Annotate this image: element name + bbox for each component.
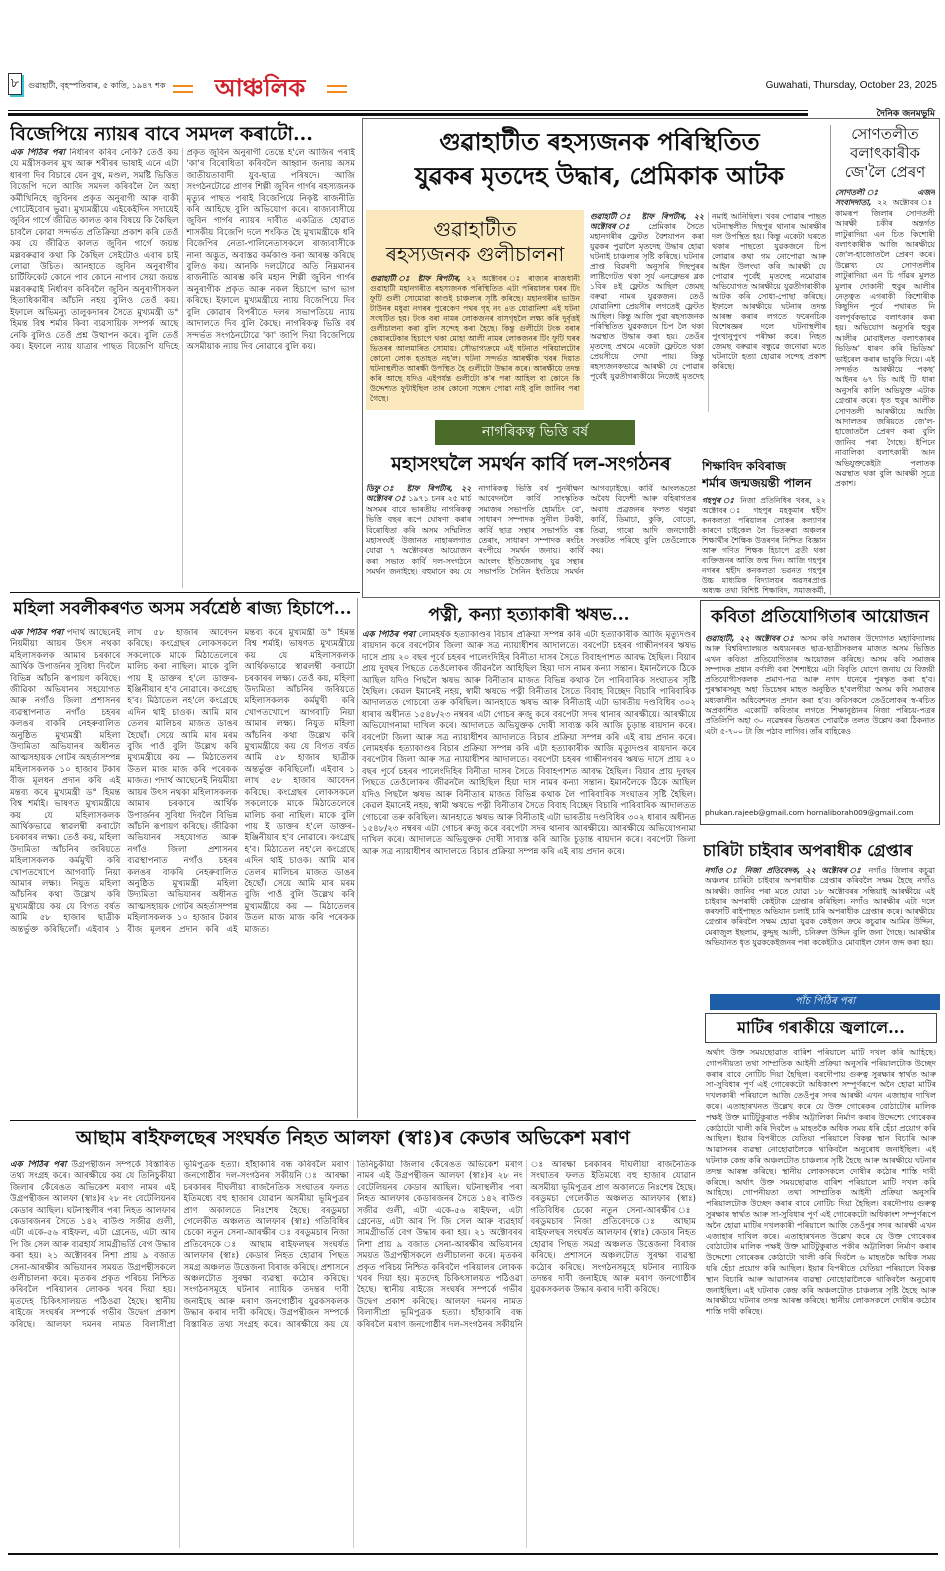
article-body: অসম কবি সমাজৰ উদ্যোগত মহাবিদ্যালয় আৰু বিশ্ববিদ্যালয়ত অধ্যয়নৰত ছাত্ৰ-ছাত্ৰীসকলৰ মাজত অসম ভিত্তিত এখন কবিতা প্ৰতিযোগিতাৰ আয়োজন কৰিছে। অসম কবি সমাজৰ সম্পাদক প্ৰধান বৰ্ণালী বৰা শৈশাইয়ে এটা বিবৃতি যোগে জনায় যে বিজয়ী প্ৰতিযোগীসকলক প্ৰমাণ-পত্ৰ আৰু নগদ ধনেৰে পুৰস্কৃত কৰা হ'ব। পুৰস্কাৰসমূহ অহা ডিচেম্বৰ মাহত অনুষ্ঠিত হ'বলগীয়া অসম কবি সমাজৰ মধ্যকালীন অধিবেশনত প্ৰদান কৰা হ'ব। কবিসকলে তেওঁলোকৰ স্ব-ৰচিত অপ্ৰকাশিত একোটি কবিতাৰ লগতে শিক্ষানুষ্ঠানৰ নিজা পৰিচয়-পত্ৰৰ প্ৰতিলিপি অহা ৩০ নৱেম্বৰৰ ভিতৰত পোৱাকৈ তলত উল্লেখ কৰা ঠিকনাত এটা ৫-৭০০ টা জি পঠাব লাগিব। তাঁৰ বাহিৰেও xyxy=(705,634,935,736)
headline-shooting-1: গুৱাহাটীত xyxy=(433,217,517,241)
article-kobita xyxy=(705,634,935,806)
headline-alfa: আছাম ৰাইফলছেৰ সংঘৰ্ষত নিহত আলফা (স্বাঃ)ৰ কেডাৰ অভিকেশ মৰাণ xyxy=(75,1127,631,1149)
header-date-local: গুৱাহাটী, বৃহস্পতিবাৰ, ৫ কাতি, ১৯৪৭ শক xyxy=(28,81,166,90)
article-body: উগ্ৰপন্থীজন সম্পৰ্কে বিস্তাৰিত তথ্য সংগ্ৰহ কৰে। আৰক্ষীয়ে কয় যে তিনিচুকীয়া জিলাৰ কেঁৰেঙত অভিকেশ মৰাণ নামৰ এই উগ্ৰপন্থীজন আলফা (স্বাঃ)ৰ ২৮ নং বেটেলিয়নৰ কেডাৰ আছিল। ঘটনাস্থলীৰ পৰা নিহত আলফাৰ কেডাৰজনৰ সৈতে ১৪২ ৰাউণ্ড সজীৱ গুলী, এটা একে-৫৬ ৰাইফল, এটা গ্ৰেনেড, এটা আৰ পি জি সেল আৰু ব্যৱহাৰ্য সামগ্ৰীভৰ্তি বেগ উদ্ধাৰ কৰা হয়। ২১ অক্টোবৰৰ নিশা প্ৰায় ৯ বজাত সেনা-আৰক্ষীৰ অভিযানৰ সময়ত উগ্ৰপন্থীসকলে গুলীচালনা কৰে। মৃতকৰ প্ৰকৃত পৰিচয় নিশ্চিত কৰিবলৈ পৰিয়ালৰ লোকক খবৰ দিয়া হয়। মৃতদেহ চিকিৎসালয়ত পঠিওৱা হৈছে। স্থানীয় ৰাইজে সংঘৰ্ষৰ সম্পৰ্কে গভীৰ উদ্বেগ প্ৰকাশ কৰিছে। আলফা দমনৰ নামত বিলাসীপ্ৰা ভূমিপুত্ৰক হত্যা। হাঁহাকাৰি বন্ধ কৰিবলৈ মৰাণ জনগোষ্ঠীৰ দল-সংগঠনৰ সকীয়নি ঃ আৰক্ষা চৰকাৰৰ দীঘলীয়া ৰাজনৈতিক সংঘাতৰ ফলত ইতিমধ্যে বহু হাজাৰ যোৱান অসমীয়া ভূমিপুত্ৰৰ প্ৰাণ অকালতে নিঃশেষ হৈছে। বৰডুমচা গেলেকীত অঞ্চলত আলফাৰ (স্বাঃ) গতিবিধিৰ চেকো নতুন সেনা-আৰক্ষীৰ ঃ বৰডুমচাৰ নিজা প্ৰতিবেদকে ঃ আছাম ৰাইফলছৰ সংঘৰ্ষত আলফাৰ (স্বাঃ) কেডাৰ নিহত হোৱাৰ পিছত সমগ্ৰ অঞ্চলত উত্তেজনা বিৰাজ কৰিছে। প্ৰশাসনে অঞ্চলটোত সুৰক্ষা ব্যৱস্থা কঠোৰ কৰিছে। সংগঠনসমূহে ঘটনাৰ ন্যায়িক তদন্তৰ দাবী জনাইছে আৰু মৰাণ জনগোষ্ঠীৰ যুৱকসকলক উদ্ধাৰ কৰাৰ দাবী কৰিছে। xyxy=(183,1160,696,1330)
banner-citizenship: নাগৰিকত্ব ভিত্তি বৰ্ষ xyxy=(435,420,635,445)
dateline: এক পিঠিৰ পৰা xyxy=(10,148,66,158)
article-body: প্ৰেমিকাৰ সৈতে মহানগৰীৰ ফ্লেটত বৈশযাপন কৰা যুৱকৰ পুৱালৈ মৃতদেহ উদ্ধাৰ হোৱা ঘটনাই চাঞ্চল্যৰ সৃষ্টি কৰিছে। ঘটনাৰ প্ৰাপ্ত বিৱৰণী অনুসৰি দিছপুৰৰ লাষ্টিগেটত থকা সূৰ্য এনক্লেভৰ ব্লক ১বিৰ ৪ই ফ্লেটত আছিল জেমছ বৰুৱা নামৰ যুৱকজন। তেওঁ যোৱানিশা প্ৰেয়সীৰ লগতেই ফ্লেটত আছিল। কিন্তু আজি পুৱা ৰহস্যজনক পৰিস্থিতিত যুৱকজনে চিপ লৈ থকা অৱস্থাত উদ্ধাৰ কৰা হয়। তেওঁৰ মৃতদেহ প্ৰথমে একেটা ফ্লেটতে থকা প্ৰেয়সীয়ে দেখা পায়। কিন্তু ৰহস্যজনকভাৱে আৰক্ষী যে পোৱাৰ পূৰ্বেই যুৱতীগৰাকীয়ে নিজেই মৃতদেহ নমাই আনিছিল। খবৰ পোৱাৰ পাছত ঘটনাস্থলীত দিছপুৰ থানাৰ আৰক্ষীৰ দল উপস্থিত হয়। কিন্তু একেটা ঘৰতে থকাৰ পাছতো যুৱকজনে চিপ লোৱাৰ কথা গম নোপোৱা আৰু আইন উলংঘা কৰি আৰক্ষী যে পোৱাৰ পূৰ্বেই মৃতদেহ নমোৱাৰ অভিযোগত আৰক্ষীয়ে যুৱতীগৰাকীক আটক কৰি সোধা-পোছা কৰিছে। ইফালে আৰক্ষীয়ে ঘটনাৰ তদন্ত আৰম্ভ কৰাৰ লগতে ফৰেনচিক বিশেষজ্ঞৰ দলে ঘটনাস্থলীৰ পুংখানুপুংখ পৰীক্ষা কৰে। নিহত জেমছ বৰুৱাৰ বন্ধুৱে জনোৱা মতে ঘটনাটো হত্যা হোৱাৰ সন্দেহ প্ৰকাশ কৰিছে। xyxy=(590,212,826,381)
article-body: উগ্ৰপন্থীজন সম্পৰ্কে বিস্তাৰিত তথ্য সংগ্ৰহ কৰে। আৰক্ষীয়ে কয় যে তিনিচুকীয়া জিলাৰ কেঁৰেঙত অভিকেশ মৰাণ নামৰ এই উগ্ৰপন্থীজন আলফা (স্বাঃ)ৰ ২৮ নং বেটেলিয়নৰ কেডাৰ আছিল। ঘটনাস্থলীৰ পৰা নিহত আলফাৰ কেডাৰজনৰ সৈতে ১৪২ ৰাউণ্ড সজীৱ গুলী, এটা একে-৫৬ ৰাইফল, এটা গ্ৰেনেড, এটা আৰ পি জি সেল আৰু ব্যৱহাৰ্য সামগ্ৰীভৰ্তি বেগ উদ্ধাৰ কৰা হয়। ২১ অক্টোবৰৰ নিশা প্ৰায় ৯ বজাত সেনা-আৰক্ষীৰ অভিযানৰ সময়ত উগ্ৰপন্থীসকলে গুলীচালনা কৰে। মৃতকৰ প্ৰকৃত পৰিচয় নিশ্চিত কৰিবলৈ পৰিয়ালৰ লোকক খবৰ দিয়া হয়। মৃতদেহ চিকিৎসালয়ত পঠিওৱা হৈছে। স্থানীয় ৰাইজে সংঘৰ্ষৰ সম্পৰ্কে গভীৰ উদ্বেগ প্ৰকাশ কৰিছে। আলফা দমনৰ নামত বিলাসীপ্ৰা ভূমিপুত্ৰক হত্যা। হাঁহাকাৰি বন্ধ কৰিবলৈ মৰাণ জনগোষ্ঠীৰ দল-সংগঠনৰ সকীয়নি ঃ আৰক্ষা চৰকাৰৰ দীঘলীয়া ৰাজনৈতিক সংঘাতৰ ফলত ইতিমধ্যে বহু হাজাৰ যোৱান অসমীয়া ভূমিপুত্ৰৰ প্ৰাণ অকালতে নিঃশেষ হৈছে। বৰডুমচা গেলেকীত অঞ্চলত আলফাৰ (স্বাঃ) গতিবিধিৰ চেকো নতুন সেনা-আৰক্ষীৰ ঃ বৰডুমচাৰ নিজা প্ৰতিবেদকে ঃ আছাম ৰাইফলছৰ সংঘৰ্ষত আলফাৰ (স্বাঃ) কেডাৰ নিহত হোৱাৰ পিছত সমগ্ৰ অঞ্চলত উত্তেজনা বিৰাজ কৰিছে। প্ৰশাসনে অঞ্চলটোত সুৰক্ষা ব্যৱস্থা কঠোৰ কৰিছে। সংগঠনসমূহে ঘটনাৰ ন্যায়িক তদন্তৰ দাবী জনাইছে আৰু মৰাণ জনগোষ্ঠীৰ যুৱকসকলক উদ্ধাৰ কৰাৰ দাবী কৰিছে। xyxy=(10,1160,350,1330)
headline-cyber: চাৰিটা চাইবাৰ অপৰাধীক গ্ৰেপ্তাৰ xyxy=(703,841,913,860)
masthead-logo xyxy=(195,70,325,106)
article-cyber xyxy=(705,866,935,986)
article-body: পদাৰ্থ আছেনেই নিয়মীয়া আয়ৰ উৎস নথকা মহিলাসকলক আমাৰ চৰকাৰে আৰ্থিক উপাৰ্জনৰ সুবিধা দিবলৈ বিভিন্ন আঁচনি ৰূপায়ণ কৰিছে। জীৱিকা অভিযানৰ সহযোগত আৰু নগাঁও জিলা প্ৰশাসনৰ ব্যৱস্থাপনাত নগাঁও চহৰৰ কলঙৰ বাকৰি নেহৰুবালিত অনুষ্ঠিত মুখ্যমন্ত্ৰী মহিলা উদ্যমিতা অভিযানৰ অধীনত আত্মসহায়ক গোটৰ অহৰ্তাসম্পন্ন মহিলাসকলক ১০ হাজাৰ টকাৰ বীজ মূলধন প্ৰদান কৰি এই মন্তব্য কৰে মুখ্যমন্ত্ৰী ড° হিমন্ত বিশ্ব শৰ্মাই। ভাষণত মুখ্যমন্ত্ৰীয়ে কয় যে মহিলাসকলক আৰ্থিকভাৱে স্বাৱলম্বী কৰাটো চৰকাৰৰ লক্ষ্য। তেওঁ কয়, মহিলা উদ্যমিতা আঁচনিৰ জৰিয়তে মহিলাসকলক কৰ্মমুখী কৰি খোপতখোপে আগবাঢ়ি নিয়া আমাৰ লক্ষ্য। নিযুত মহিলা আঁচনিৰ কথা উল্লেখ কৰি মুখ্যমন্ত্ৰীয়ে কয় যে বিগত বৰ্ষত আমি ৫৮ হাজাৰ ছাত্ৰীক অন্তৰ্ভুক্ত কৰিছিলোঁ। এইবাৰ ১ লাখ ৫৮ হাজাৰ আবেদন কৰিছে। কংগ্ৰেছৰ লোকসকলে সকলোকে মাকে মিঠাতেলেৰে মালিচ কৰা নাছিল। মাকে বুলি পায় ই ডাক্তৰ হ'লে ডাক্তৰ-ইঞ্জিনীয়াৰ হ'ব নোৱাৰে। কংগ্ৰেছ হ'ব। মিঠাতেল নহ'লে কংগ্ৰেছে এদিন থাই চাওক। আমি মাৰ তেলৰ মালিচৰ মাজত ডাঙৰ হৈছোঁ। সেয়ে আমি মাৰ মৰম বুজি পাওঁ বুলি উল্লেখ কৰি মুখ্যমন্ত্ৰীয়ে কয় — মিঠাতেলৰ উতল মাজ মাজ কৰি পৰেকক মাজত। xyxy=(10,628,238,935)
article-body: ১৯৭১ চনৰ ২৫ মাৰ্চ অসমৰ বাবে ভাৰতীয় নাগৰিকত্ব ভিত্তি বছৰ ৰূপে ঘোষণা কৰাৰ বিৰোধিতা কৰি অসম সম্মিলিত মহাসংঘই উজানত নাহাৰলগাত যোৱা ৭ অক্টোবৰত আয়োজন কৰা সভাত কাৰ্বি দল-সংগঠনে সমৰ্থন জনাইছে। বহুমানে কয় যে নাগৰিকত্ব ভিত্তি বৰ্ষ পুনৰীক্ষণ আবেদনলৈ কাৰ্বি সাংস্কৃতিক সমাজৰ সভাপতি হোমচিং বে', সাধাৰণ সম্পাদক সুনীল টকবী, কাৰ্বি ছাত্ৰ সন্থাৰ সভাপতি বঙ্ক তেৰাং, সাধাৰণ সম্পাদক ৰংচিং ৰংপীয়ে সমৰ্থন জনায়। কাৰ্বি আংলং ইণ্ডিজেনাছ যুৱ সন্থাৰ সভাপতি সৈনিন ইংতিয়ে সমৰ্থন আগবঢ়াইছে। কাৰ্বি আংলঙতো অবৈধ বিদেশী আৰু বহিৰাগতৰ অবাধ প্ৰব্ৰজনৰ ফলত থলুৱা কাৰ্বি, ডিমাচা, কুকি, বোড়ো, তিৱা, গাৰো আদি জনগোষ্ঠী সংকটত পৰিছে বুলি তেওঁলোকে কয়। xyxy=(366,484,696,577)
article-mati xyxy=(706,1048,936,1546)
dateline: গুৱাহাটী, ২২ অক্টোবৰ ঃ xyxy=(705,634,796,643)
headline-kobita: কবিতা প্ৰতিযোগিতাৰ আয়োজন xyxy=(711,607,929,627)
article-body: অৰ্থাৎ উক্ত সময়ছোৱাত বাৰিশ পৰিয়ালে মাটি দখল কৰি আহিছে। গোপনীয়তা তথা সাম্প্ৰতিক আইনী প্ৰক্ৰিয়া অনুসৰি পৰিয়ালটোক উচ্ছেদ কৰাৰ বাবে নোটিচ দিয়া হৈছিল। বৰদৌপায় গুৰুত্ব সুৰক্ষাৰ স্বাৰ্থত আৰু সা-সুবিধাৰ পূৰ্ণ এই গোৰেকটো অধিকাংশ সম্পূৰ্ণৰূপে অনৈ হোৱা মাটিৰ দখলকাৰী পৰিয়ালে আজি তেওঁপুৰ সদৰ আৰক্ষী এখন এজাহাৰ দাখিল কৰে। এতাহাৰখনত উল্লেখ কৰে যে উক্ত গোৰেকৰ বোঠাটোৰ মালিক পক্ষই উক্ত মাটিটুকুৰাত পকীৰ অট্টালিকা নিৰ্মাণ কৰাৰ উদ্দেশ্যে গোৰেকৰ কোঠাটো খালী কৰি দিবলৈ ৬ মাহতকৈ অধিক সময় ধৰি হেঁচা প্ৰয়োগ কৰি আছিল। ইয়াৰ বিপৰীতে যেতিয়া পৰিয়ালে বিকল্প স্থান বিচাৰি আৰু আৱাসনৰ ব্যৱস্থা নোহোৱালৈকে থাকিবলৈ অনুৰোধ জনাইছিল। এই ঘটনাক কেন্দ্ৰ কৰি অঞ্চলটোত চাঞ্চল্যৰ সৃষ্টি হৈছে আৰু আৰক্ষীয়ে ঘটনাৰ তদন্ত আৰম্ভ কৰিছে। স্থানীয় লোকসকলে দোষীৰ কঠোৰ শাস্তি দাবী কৰিছে। xyxy=(706,1048,936,1187)
article-bjp xyxy=(10,148,355,588)
article-guwahati xyxy=(590,212,826,412)
headline-shooting-2: ৰহস্যজনক গুলীচালনা xyxy=(385,242,565,266)
headline-mati: মাটিৰ গৰাকীয়ে জ্বলালে... xyxy=(705,1013,937,1043)
logo-text: আঞ্চলিক xyxy=(214,73,306,102)
headline-kabiraj-2: শৰ্মাৰ জন্মজয়ন্তী পালন xyxy=(702,476,812,490)
article-body: নগাঁও জিলাৰ কচুৱা অঞ্চলৰ চাৰিটা চাইবাৰ অপৰাধীক গ্ৰেপ্তাৰ কৰিবলৈ সক্ষম হৈছে নগাঁও আৰক্ষী। জানিব পৰা মতে যোৱা ১৮ অক্টোবৰৰ সন্ধিয়াই আৰক্ষীয়ে এই চাইবাৰ অপৰাধী কেইটাক গ্ৰেপ্তাৰ কৰিছিল। নগাঁও আৰক্ষীৰ এটা দলে কৰফাটি ৰাইপাছত অভিযান চলাই চাৰি অপৰাধীক গ্ৰেপ্তাৰ কৰে। আৰক্ষীয়ে গ্ৰেপ্তাৰ কৰিবলৈ সক্ষম হোৱা যুৱক কেইজন ক্ৰমে কচুৱাৰ আমিৰ উদ্দিন, মেৰাজুল ইছলাম, কুদ্দুছ আলী, চনিৰুল উদ্দিন বুলি জনা গৈছে। আৰক্ষীৰ অভিযানত ধৃত যুৱককেইজনৰ পৰা ককেইটাও মোবাইল ফোন জব্দ কৰা হয়। xyxy=(705,866,935,948)
page-number-box: ৮ xyxy=(8,73,22,95)
dateline: এক পিঠিৰ পৰা xyxy=(10,1160,67,1170)
dateline: সোণতলী ঃ এজন সংবাদদাতা, xyxy=(835,188,935,208)
article-shooting xyxy=(370,274,580,406)
article-body: পদাৰ্থ আছেনেই নিয়মীয়া আয়ৰ উৎস নথকা মহিলাসকলক আমাৰ চৰকাৰে আৰ্থিক উপাৰ্জনৰ সুবিধা দিবলৈ বিভিন্ন আঁচনি ৰূপায়ণ কৰিছে। জীৱিকা অভিযানৰ সহযোগত আৰু নগাঁও জিলা প্ৰশাসনৰ ব্যৱস্থাপনাত নগাঁও চহৰৰ কলঙৰ বাকৰি নেহৰুবালিত অনুষ্ঠিত মুখ্যমন্ত্ৰী মহিলা উদ্যমিতা অভিযানৰ অধীনত আত্মসহায়ক গোটৰ অহৰ্তাসম্পন্ন মহিলাসকলক ১০ হাজাৰ টকাৰ বীজ মূলধন প্ৰদান কৰি এই মন্তব্য কৰে মুখ্যমন্ত্ৰী ড° হিমন্ত বিশ্ব শৰ্মাই। ভাষণত মুখ্যমন্ত্ৰীয়ে কয় যে মহিলাসকলক আৰ্থিকভাৱে স্বাৱলম্বী কৰাটো চৰকাৰৰ লক্ষ্য। তেওঁ কয়, মহিলা উদ্যমিতা আঁচনিৰ জৰিয়তে মহিলাসকলক কৰ্মমুখী কৰি খোপতখোপে আগবাঢ়ি নিয়া আমাৰ লক্ষ্য। নিযুত মহিলা আঁচনিৰ কথা উল্লেখ কৰি মুখ্যমন্ত্ৰীয়ে কয় যে বিগত বৰ্ষত আমি ৫৮ হাজাৰ ছাত্ৰীক অন্তৰ্ভুক্ত কৰিছিলোঁ। এইবাৰ ১ লাখ ৫৮ হাজাৰ আবেদন কৰিছে। কংগ্ৰেছৰ লোকসকলে সকলোকে মাকে মিঠাতেলেৰে মালিচ কৰা নাছিল। মাকে বুলি পায় ই ডাক্তৰ হ'লে ডাক্তৰ-ইঞ্জিনীয়াৰ হ'ব নোৱাৰে। কংগ্ৰেছ হ'ব। মিঠাতেল নহ'লে কংগ্ৰেছে এদিন থাই চাওক। আমি মাৰ তেলৰ মালিচৰ মাজত ডাঙৰ হৈছোঁ। সেয়ে আমি মাৰ মৰম বুজি পাওঁ বুলি উল্লেখ কৰি মুখ্যমন্ত্ৰীয়ে কয় — মিঠাতেলৰ উতল মাজ মাজ কৰি পৰেকক মাজত। xyxy=(127,628,355,935)
article-body: নিজা প্ৰতিনিধিৰ খবৰ, ২২ অক্টোবৰ ঃ গহপুৰ মহকুমাৰ শ্বহীদ কনকলতা পৰিয়ালৰ লোকৰ কল্যাণৰ কাৰণে চাইকেল লৈ ভিতৰুৱা অঞ্চলৰ শিক্ষাৰ্থীৰ শৈক্ষিক উত্তৰণৰ নিশ্চিত বিজ্ঞান আৰু গণিত শিক্ষক হিচাপে ব্ৰতী থকা ব্যক্তিজনৰ আজি জন্ম দিন। আজি গহপুৰ নগৰৰ শ্বহীদ কনকলতা ভৱনত গহপুৰ উচ্চ মাধ্যমিক বিদ্যালয়ৰ অৱসৰপ্ৰাপ্ত অধ্যক্ষ তথা বিশিষ্ট শিক্ষাবিদ, সমাজকৰ্মী, xyxy=(702,496,826,594)
headline-kabiraj-1: শিক্ষাবিদ কবিৰাজ xyxy=(702,459,786,473)
article-body: ২২ অক্টোবৰ ঃ ৰাজ্যৰ ৰাজধানী গুৱাহাটী মহানগৰীত ৰহস্যজনক পৰিস্থিতিত এটা পৰিয়ালৰ ঘৰৰ টিং ফুটি গুলী সোমোৱা কাণ্ডই চাঞ্চল্যৰ সৃষ্টি কৰিছে। মহানগৰীৰ ভাউন টাউনৰ মধুৱা নগৰৰ পুৰেকেণ পথৰ গৃহ নং ৪ত যোৱানিশা এই ঘটনা সংঘটিত হয়। টংক বৰা নামৰ লোকজনৰ বাসগৃহলৈ লক্ষ্য কৰি দুৰ্বৃত্তই গুলীচালনা কৰা বুলি সন্দেহ কৰা হৈছে। কিন্তু গুলীটো টংক বৰাৰ কেয়াৰটেকাৰ হিচাপে থকা মোহা আলী নামৰ লোকজনৰ টিং ফুটি ঘৰৰ ভিতৰৰ আলমাৰিত সোমায়। সৌভাগ্যক্ৰমে এই ঘটনাত পৰিয়ালটোৰ কোনো লোক হতাহত নহ'ল। ঘটনা সন্দৰ্ভত আৰক্ষীক খবৰ দিয়াত ঘটনাস্থলীত আৰক্ষী উপস্থিত হৈ গুলীটো উদ্ধাৰ কৰে। আৰক্ষীয়ে তদন্ত কৰি আছে যদিও এইপৰ্যন্ত গুলীটো ক'ৰ পৰা আহিল বা কোনে কি উদ্দেশ্যত ফুটাইছিল তাৰ কোনো সন্ধেদ পোৱা নাই বুলি জানিব পৰা গৈছে। xyxy=(370,274,580,403)
headline-karbi: মহাসংঘলৈ সমৰ্থন কাৰ্বি দল-সংগঠনৰ xyxy=(391,453,671,475)
article-sonapur xyxy=(835,188,935,593)
headline-sonapur: সোণতলীত বলাৎকাৰীক জে'লৈ প্ৰেৰণ xyxy=(844,125,926,181)
headline-bjp: বিজেপিয়ে ন্যায়ৰ বাবে সমদল কৰাটো... xyxy=(10,123,313,145)
article-body: লোমহৰ্ষক হত্যাকাণ্ডৰ বিচাৰ প্ৰক্ৰিয়া সম্পন্ন কৰি এটা হত্যাকাৰীক আজি মৃত্যুদণ্ডৰ ৰায়দান কৰে বৰপেটাৰ জিলা আৰু সত্ৰ ন্যায়াধীশৰ আদালতে। বৰপেটা চহৰৰ গান্ধীনগৰৰ ঋষভ দাসে প্ৰায় ২০ বছৰ পূৰ্বে চহৰৰ পালেংদিহিৰ বিনীতা দাসৰ সৈতে বিবাহপাশত আবদ্ধ হৈছিল। বিয়াৰ প্ৰায় দুবছৰ পিছতে তেওঁলোকৰ জীৱনলৈ আহিছিল হিয়া দাস নামৰ কন্যা সন্তান। ইমানলৈকে ঠিকে আছিল যদিও পিছলৈ ঋষভ আৰু বিনীতাৰ মাজত বিভিন্ন কথাক লৈ পাৰিবাৰিক সংঘাতৰ সৃষ্টি হৈছিল। কেৱল ইমানেই নহয়, স্বামী ঋষভে পত্নী বিনীতাৰ সৈতে বিবাহ বিচ্ছেদ বিচাৰি পাৰিবাৰিক আদালতত গোচৰো তৰু কৰিছিল। আনহাতে ঋষভ আৰু বিনীতাই এটা ভাৰতীয় দণ্ডবিধিৰ ৩০২ ধাৰাৰ অধীনত ১৫৪৮/২৩ নম্বৰৰ এটা গোচৰ ৰুজু কৰে বৰপেটা সদৰ থানাৰ আৰক্ষীয়ে। আৰক্ষীয়ে অভিযোগনামা দাখিল কৰে। আদালতে অভিযুক্তক দোষী সাব্যস্ত কৰি আজি চূড়ান্ত ৰায়দান কৰে। বৰপেটা জিলা আৰু সত্ৰ ন্যায়াধীশৰ আদালতে বিচাৰ প্ৰক্ৰিয়া সম্পন্ন কৰি এই ৰায় প্ৰদান কৰে। xyxy=(362,630,696,743)
headline-rishabh: পত্নী, কন্যা হত্যাকাৰী ঋষভ... xyxy=(428,605,630,625)
dateline: এক পিঠিৰ পৰা xyxy=(10,628,64,638)
headline-guwahati-1: গুৱাহাটীত ৰহস্যজনক পৰিস্থিতিত xyxy=(439,127,760,156)
article-mahila xyxy=(10,628,355,1118)
article-body: নিৰ্ধাৰণ কৰিব নেকি? তেওঁ কয় যে মন্ত্ৰীসকলৰ মুখ আৰু শৰীৰৰ ভাষাই এনে এটা ধাৰণা দিব বিচাৰে যেন বুথ, মণ্ডল, সমষ্টি ভিত্তিত বিজেপি দলে আজি সমদল কৰিবলৈ লৈ অহা কৰ্মীখিনিহে জুবিনৰ প্ৰকৃত অনুৰাগী আৰু বাকী গোটেইবোৰ ভুৱা। মুখ্যমন্ত্ৰীয়ে এইকেইদিন সদায়েই জুবিন গাৰ্গে জীৱিত কালত কাৰ বিষয়ে কি কৈছিল চাবলৈ কোৱা সন্দৰ্ভত প্ৰতিক্ৰিয়া প্ৰকাশ কৰি তেওঁ কয় যে জীৱিত কালত জুবিন গাৰ্গে জয়ন্ত মল্লবৰুৱাৰ কথা কি কৈছিল সেইটোও এবাৰ চাই লোৱা উচিত। আনহাতে জুবিন অনুৰাগীৰ চাৰ্টিফিকেট কোনে পাব কোনে নাপাব সেয়া জয়ন্ত মল্লবৰুৱাই নিৰ্ধাৰণ কৰিবলৈ জুবিন অনুৰাগীসকল হিতাধিকাৰীৰ আঁচনি নহয় বুলিও তেওঁ কয়। ইফালে অভিমন্যু তালুকদাৰৰ সৈতে মুখ্যমন্ত্ৰী ড° হিমন্ত বিশ্ব শৰ্মাৰ কিবা ব্যৱসায়িক সম্পৰ্ক আছে নেকি বুলিও তেওঁ প্ৰশ্ন উত্থাপন কৰে। বুলি তেওঁ কয়। ইফালে ন্যায় যাত্ৰাৰ পাছত বিজেপি যদিহে প্ৰকৃত জুবিন অনুৰাগী তেন্তে হ'লে আজিৰ পৰাই 'কা'ৰ বিৰোধিতা কৰিবলৈ আহ্বান জনায় অসম জাতীয়তাবাদী যুব-ছাত্ৰ পৰিষদে। আজি সংগঠনটোৱে প্ৰাণৰ শিল্পী জুবিন গাৰ্গৰ ৰহস্যজনক মৃত্যুৰ পাছত পৰাই বিজেপিয়ে নিকৃষ্ট ৰাজনীতি কৰি আহিছে বুলি অভিযোগ কৰে। ৰাজ্যবাসীয়ে জুবিন গাৰ্গৰ ন্যায়ৰ দাবীত একত্ৰিত হোৱাত শাসকীয় বিজেপি দলে শংকিত হৈ মুখ্যমন্ত্ৰীকে ধৰি বিজেপিৰ নেতা-পালিনেতাসকলে ৰাজ্যবাসীকে নানা অদ্ভুত, অবাস্তৱ কৰ্মকাণ্ড কৰা আৰম্ভ কৰিছে বুলিও কয়। আনকি দলটোৱে অতি নিম্নমানৰ ৰাজনীতি আৰম্ভ কৰি মহান শিল্পী জুবিন গাৰ্গৰ অনুৰাগীক প্ৰকৃত আৰু নকল হিচাপে ভাগ ভাগ কৰিছে। ইফালে মুখ্যমন্ত্ৰীয়ে ন্যায় বিজেপিয়ে দিব বুলি কোৱাৰ বিপৰীতে দলৰ সভাপতিয়ে ন্যায় আদালতে দিব বুলি কৈছে। নাগৰিকত্ব ভিত্তি বৰ্ষ সন্দৰ্ভত সংগঠনটোৱে 'কা' জাপি দিয়া বিজেপিয়ে অসমীয়াক ন্যায় দিব নোৱাৰে বুলি কয়। xyxy=(10,148,355,352)
article-karbi xyxy=(366,484,696,594)
article-kabiraj xyxy=(702,496,826,594)
article-body: অৰ্থাৎ উক্ত সময়ছোৱাত বাৰিশ পৰিয়ালে মাটি দখল কৰি আহিছে। গোপনীয়তা তথা সাম্প্ৰতিক আইনী প্ৰক্ৰিয়া অনুসৰি পৰিয়ালটোক উচ্ছেদ কৰাৰ বাবে নোটিচ দিয়া হৈছিল। বৰদৌপায় গুৰুত্ব সুৰক্ষাৰ স্বাৰ্থত আৰু সা-সুবিধাৰ পূৰ্ণ এই গোৰেকটো অধিকাংশ সম্পূৰ্ণৰূপে অনৈ হোৱা মাটিৰ দখলকাৰী পৰিয়ালে আজি তেওঁপুৰ সদৰ আৰক্ষী এখন এজাহাৰ দাখিল কৰে। এতাহাৰখনত উল্লেখ কৰে যে উক্ত গোৰেকৰ বোঠাটোৰ মালিক পক্ষই উক্ত মাটিটুকুৰাত পকীৰ অট্টালিকা নিৰ্মাণ কৰাৰ উদ্দেশ্যে গোৰেকৰ কোঠাটো খালী কৰি দিবলৈ ৬ মাহতকৈ অধিক সময় ধৰি হেঁচা প্ৰয়োগ কৰি আছিল। ইয়াৰ বিপৰীতে যেতিয়া পৰিয়ালে বিকল্প স্থান বিচাৰি আৰু আৱাসনৰ ব্যৱস্থা নোহোৱালৈকে থাকিবলৈ অনুৰোধ জনাইছিল। এই ঘটনাক কেন্দ্ৰ কৰি অঞ্চলটোত চাঞ্চল্যৰ সৃষ্টি হৈছে আৰু আৰক্ষীয়ে ঘটনাৰ তদন্ত আৰম্ভ কৰিছে। স্থানীয় লোকসকলে দোষীৰ কঠোৰ শাস্তি দাবী কৰিছে। xyxy=(706,1177,936,1317)
dateline: নগাঁও ঃ নিজা প্ৰতিবেদক, ২২ অক্টোবৰ ঃ xyxy=(705,866,864,875)
dateline: গহপুৰ ঃ xyxy=(702,496,736,505)
dateline: গুৱাহাটী ঃ ষ্টাফ ৰিপৰ্টাৰ, xyxy=(370,274,461,283)
article-alfa xyxy=(10,1160,696,1548)
dateline: এক পিঠিৰ পৰা xyxy=(362,630,416,640)
headline-mahila: মহিলা সবলীকৰণত অসম সৰ্বশ্ৰেষ্ঠ ৰাজ্য হিচাপে... xyxy=(13,599,352,619)
dateline: ডিফু ঃ ষ্টাফ ৰিপৰ্টাৰ, ২২ অক্টোবৰ ঃ xyxy=(366,484,472,504)
article-body: লোমহৰ্ষক হত্যাকাণ্ডৰ বিচাৰ প্ৰক্ৰিয়া সম্পন্ন কৰি এটা হত্যাকাৰীক আজি মৃত্যুদণ্ডৰ ৰায়দান কৰে বৰপেটাৰ জিলা আৰু সত্ৰ ন্যায়াধীশৰ আদালতে। বৰপেটা চহৰৰ গান্ধীনগৰৰ ঋষভ দাসে প্ৰায় ২০ বছৰ পূৰ্বে চহৰৰ পালেংদিহিৰ বিনীতা দাসৰ সৈতে বিবাহপাশত আবদ্ধ হৈছিল। বিয়াৰ প্ৰায় দুবছৰ পিছতে তেওঁলোকৰ জীৱনলৈ আহিছিল হিয়া দাস নামৰ কন্যা সন্তান। ইমানলৈকে ঠিকে আছিল যদিও পিছলৈ ঋষভ আৰু বিনীতাৰ মাজত বিভিন্ন কথাক লৈ পাৰিবাৰিক সংঘাতৰ সৃষ্টি হৈছিল। কেৱল ইমানেই নহয়, স্বামী ঋষভে পত্নী বিনীতাৰ সৈতে বিবাহ বিচ্ছেদ বিচাৰি পাৰিবাৰিক আদালতত গোচৰো তৰু কৰিছিল। আনহাতে ঋষভ আৰু বিনীতাই এটা ভাৰতীয় দণ্ডবিধিৰ ৩০২ ধাৰাৰ অধীনত ১৫৪৮/২৩ নম্বৰৰ এটা গোচৰ ৰুজু কৰে বৰপেটা সদৰ থানাৰ আৰক্ষীয়ে। আৰক্ষীয়ে অভিযোগনামা দাখিল কৰে। আদালতে অভিযুক্তক দোষী সাব্যস্ত কৰি আজি চূড়ান্ত ৰায়দান কৰে। বৰপেটা জিলা আৰু সত্ৰ ন্যায়াধীশৰ আদালতে বিচাৰ প্ৰক্ৰিয়া সম্পন্ন কৰি এই ৰায় প্ৰদান কৰে। xyxy=(362,744,696,857)
dateline: গুৱাহাটী ঃ ষ্টাফ ৰিপৰ্টাৰ, ২২ অক্টোবৰ ঃ xyxy=(590,212,704,231)
headline-guwahati-2: যুৱকৰ মৃতদেহ উদ্ধাৰ, প্ৰেমিকাক আটক xyxy=(414,161,785,190)
article-body: ২২ অক্টোবৰ ঃ কামৰূপ জিলাৰ সোণতলী আৰক্ষী চকীৰ অন্তৰ্গত লাটুৰাদিয়া এন চিত কিশোৰী বলাৎকাৰীক আজি আৰক্ষীয়ে জে'ল-হাজোতলৈ প্ৰেৰণ কৰে। উল্লেখ্য যে সোণতলীৰ লাটুৰাদিয়া এন চি গাঁৱৰ মুলত মুলাৰ দোকানী হুবুৰ আলীৰ নেতৃত্বত এগৰাকী কিশোৰীক কিছুদিন পূৰ্বে পথাৰত নি বলপূৰ্বকভাৱে বলাৎকাৰ কৰা হয়। অভিযোগ অনুসৰি হুবুৰ আলীৰ মোবাইলত বলাৎকাৰৰ ভিডিঅ' ধাৰণ কৰি ভিডিঅ' ভাইৰেল কৰাৰ ভাবুকি দিয়ে। এই সন্দৰ্ভত আৰক্ষীয়ে পকছ' আইনৰ ৬৭ ডি আই টি ধাৰা অনুসৰি কালি অভিযুক্ত এটাক গ্ৰেপ্তাৰ কৰে। ধৃত হুবুৰ আলীক সোণতলী আৰক্ষীয়ে আজি আদালতৰ জৰিয়তে জে'ল-হাজোতলৈ প্ৰেৰণ কৰা বুলি জানিব পৰা গৈছে। ইপিনে নাবালিকা বলাৎকাৰী আন অভিযুক্তকেইটা পলাতক অৱস্থাত থকা বুলি আৰক্ষী সূত্ৰে প্ৰকাশ। xyxy=(835,198,935,489)
paper-name: দৈনিক জনমভূমি xyxy=(876,109,935,119)
kobita-contacts[interactable]: phukan.rajeeb@gmail.com hornaliborah009@gmail.com xyxy=(705,808,914,817)
article-rishabh xyxy=(362,630,696,1118)
banner-page-five: পাঁচ পিঠিৰ পৰা xyxy=(710,994,940,1010)
header-date-en: Guwahati, Thursday, October 23, 2025 xyxy=(765,80,937,91)
